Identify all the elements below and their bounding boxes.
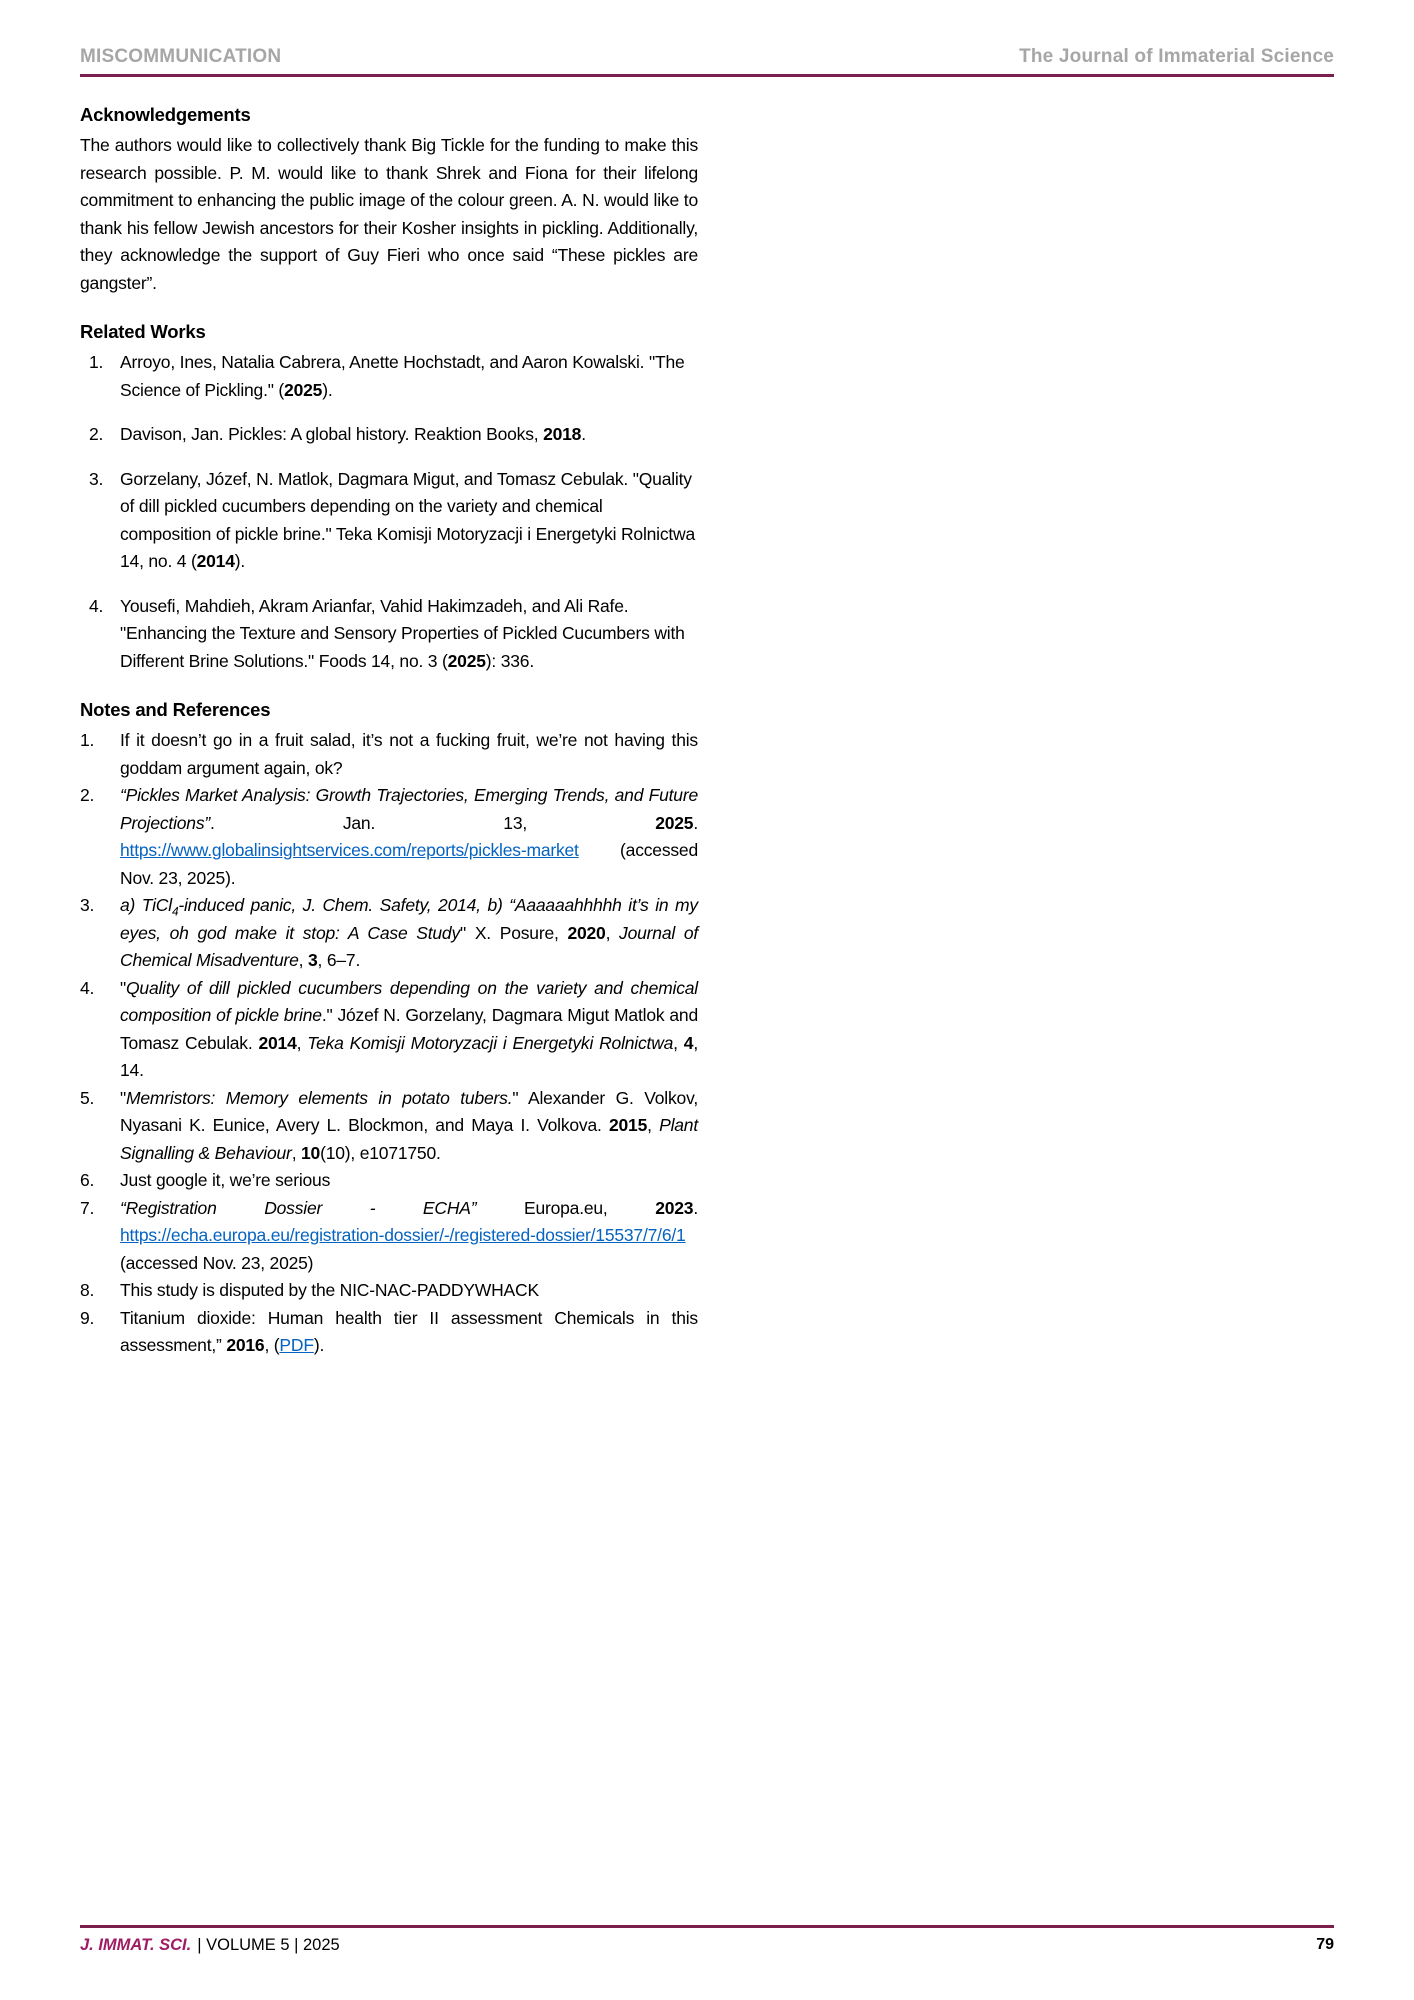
note-item bbox=[80, 782, 698, 892]
item-text: Yousefi, Mahdieh, Akram Arianfar, Vahid Hakimzadeh, and Ali Rafe. "Enhancing the Texture and Sensory Properties of Pickled Cucumbers with Different Brine Solutions." Foods 14, no. 3 (2025): 336. bbox=[120, 595, 685, 671]
item-text: Titanium dioxide: Human health tier II assessment Chemicals in this assessment,” 2016, (PDF). bbox=[120, 1307, 698, 1355]
item-text: If it doesn’t go in a fruit salad, it’s not a fucking fruit, we’re not having this goddam argument again, ok? bbox=[120, 730, 698, 778]
content-column bbox=[80, 101, 698, 1360]
page-footer bbox=[80, 1936, 1334, 1955]
reference-item bbox=[80, 349, 698, 404]
item-number: 4. bbox=[80, 977, 95, 998]
hyperlink[interactable]: https://www.globalinsightservices.com/reports/pickles-market bbox=[120, 840, 579, 860]
item-number: 3. bbox=[80, 895, 95, 915]
item-text: This study is disputed by the NIC-NAC-PADDYWHACK bbox=[120, 1280, 539, 1300]
running-header bbox=[80, 46, 1334, 68]
item-text: Gorzelany, Józef, N. Matlok, Dagmara Migut, and Tomasz Cebulak. "Quality of dill pickled cucumbers depending on the variety and chemical composition of pickle brine." Teka Komisji Motoryzacji i Energetyki Rolnictwa 14, no. 4 (2014). bbox=[120, 468, 696, 571]
item-number: 9. bbox=[80, 1307, 95, 1328]
page-number: 79 bbox=[1316, 1936, 1334, 1953]
item-text: "Quality of dill pickled cucumbers depending on the variety and chemical composition of pickle brine." Józef N. Gorzelany, Dagmara Migut Matlok and Tomasz Cebulak. 2014, Teka Komisji Motoryzacji i Energetyki Rolnictwa, 4, 14. bbox=[120, 977, 698, 1080]
hyperlink[interactable]: https://echa.europa.eu/registration-dossier/-/registered-dossier/15537/7/6/1 bbox=[120, 1225, 686, 1245]
note-item bbox=[80, 975, 698, 1085]
note-item bbox=[80, 1305, 698, 1360]
note-item bbox=[80, 727, 698, 782]
item-text: Arroyo, Ines, Natalia Cabrera, Anette Hochstadt, and Aaron Kowalski. "The Science of Pickling." (2025). bbox=[120, 352, 685, 400]
note-item bbox=[80, 1277, 698, 1305]
running-head-left: MISCOMMUNICATION bbox=[80, 46, 282, 67]
item-number: 1. bbox=[80, 730, 95, 750]
item-number: 1. bbox=[89, 352, 104, 372]
footer-left bbox=[80, 1936, 340, 1955]
acknowledgements-paragraph: The authors would like to collectively thank Big Tickle for the funding to make this research possible. P. M. would like to thank Shrek and Fiona for their lifelong commitment to enhancing the public image of the colour green. A. N. would like to thank his fellow Jewish ancestors for their Kosher insights in pickling. Additionally, they acknowledge the support of Guy Fieri who once said “These pickles are gangster”. bbox=[80, 135, 698, 293]
running-head-right: The Journal of Immaterial Science bbox=[1019, 46, 1334, 67]
acknowledgements-heading: Acknowledgements bbox=[80, 104, 251, 125]
reference-item bbox=[80, 421, 698, 449]
item-number: 5. bbox=[80, 1087, 95, 1108]
item-number: 2. bbox=[80, 785, 95, 805]
item-text: "Memristors: Memory elements in potato tubers." Alexander G. Volkov, Nyasani K. Eunice, Avery L. Blockmon, and Maya I. Volkova. 2015, Plant Signalling & Behaviour, 10(10), e1071750. bbox=[120, 1087, 698, 1163]
volume-info: | VOLUME 5 | 2025 bbox=[197, 1936, 340, 1954]
note-item bbox=[80, 1167, 698, 1195]
item-text: Just google it, we’re serious bbox=[120, 1170, 331, 1190]
reference-item bbox=[80, 466, 698, 576]
item-text: a) TiCl$_4$-induced panic, J. Chem. Safety, 2014, b) “Aaaaaahhhhh it’s in my eyes, oh god make it stop: A Case Study" X. Posure, 2020, Journal of Chemical Misadventure, 3, 6–7. bbox=[120, 895, 699, 970]
notes-heading: Notes and References bbox=[80, 699, 271, 720]
header-rule bbox=[80, 74, 1334, 77]
notes-list bbox=[80, 727, 698, 1360]
item-number: 3. bbox=[89, 468, 104, 489]
note-item bbox=[80, 892, 698, 975]
note-item bbox=[80, 1085, 698, 1168]
footer-rule bbox=[80, 1925, 1334, 1928]
item-text: “Registration Dossier - ECHA” Europa.eu, 2023. https://echa.europa.eu/registration-dossier/-/registered-dossier/15537/7/6/1 (accessed Nov. 23, 2025) bbox=[120, 1197, 698, 1273]
item-number: 8. bbox=[80, 1280, 95, 1300]
item-number: 2. bbox=[89, 424, 104, 444]
item-number: 7. bbox=[80, 1197, 95, 1218]
item-text: Davison, Jan. Pickles: A global history. Reaktion Books, 2018. bbox=[120, 424, 586, 444]
item-number: 6. bbox=[80, 1170, 95, 1190]
item-text: “Pickles Market Analysis: Growth Trajectories, Emerging Trends, and Future Projections”. Jan. 13, 2025. https://www.globalinsightservices.com/reports/pickles-market (accessed Nov. 23, 2025). bbox=[120, 785, 698, 888]
hyperlink[interactable]: PDF bbox=[279, 1335, 314, 1355]
journal-abbreviation: J. IMMAT. SCI. bbox=[80, 1936, 192, 1954]
item-number: 4. bbox=[89, 595, 104, 616]
note-item bbox=[80, 1195, 698, 1278]
reference-item bbox=[80, 593, 698, 676]
related-works-heading: Related Works bbox=[80, 321, 206, 342]
related-works-list bbox=[80, 349, 698, 675]
